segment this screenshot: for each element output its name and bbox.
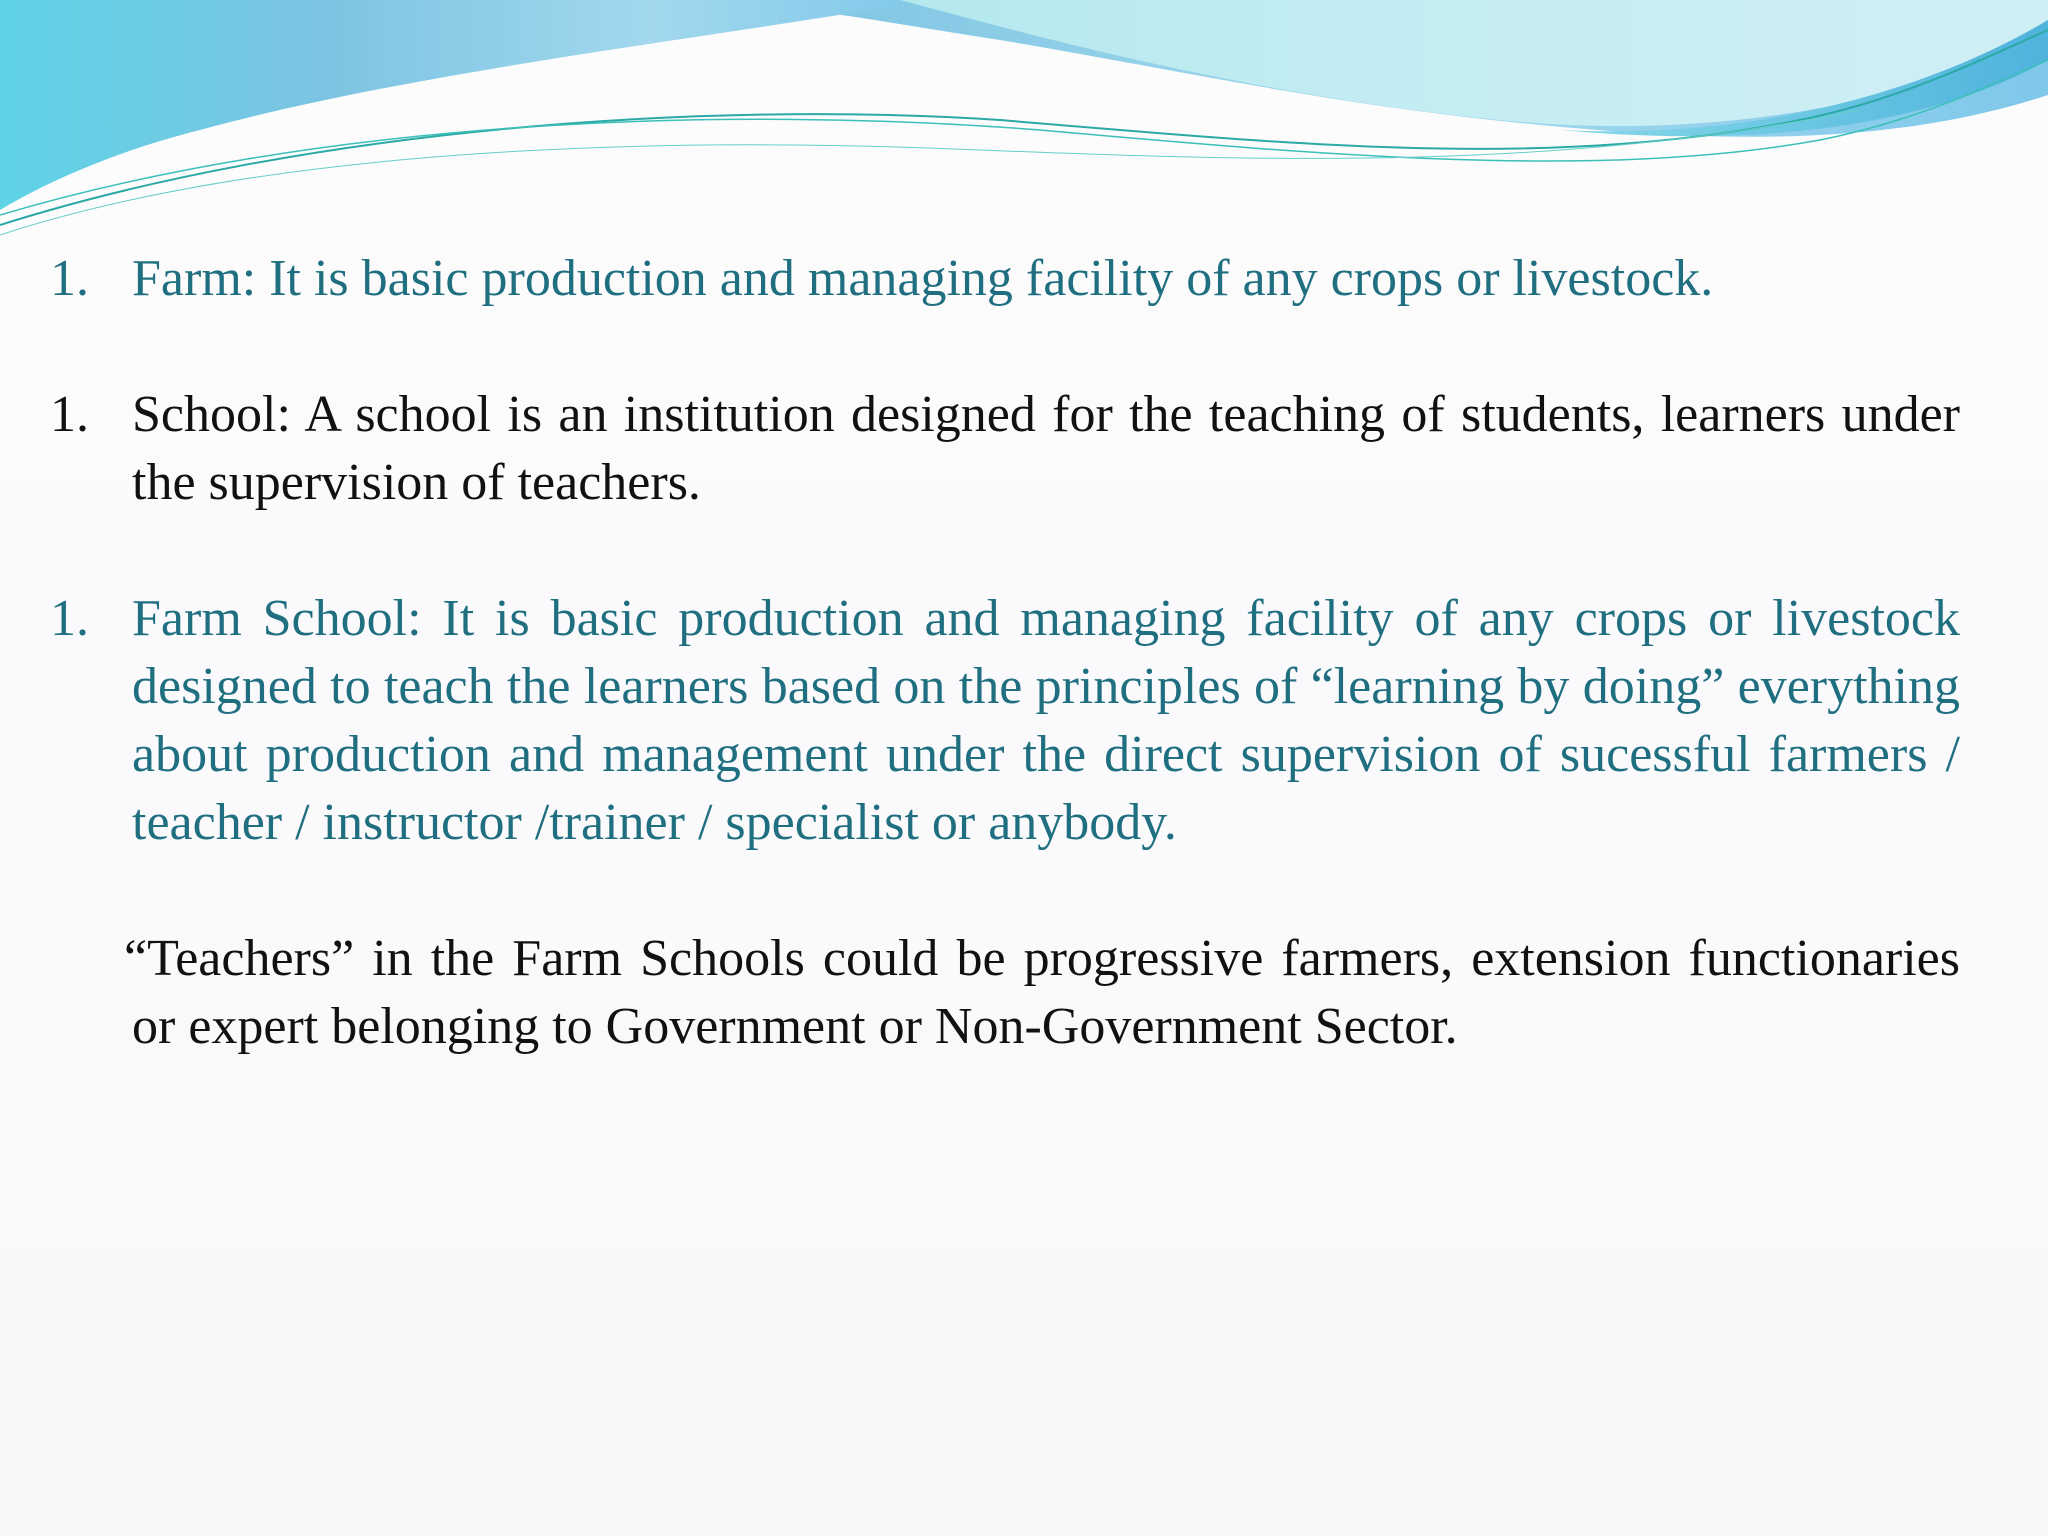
wave-header-decoration (0, 0, 2048, 240)
list-number: 1. (50, 590, 89, 647)
wave-band-left (0, 0, 930, 210)
list-text: Farm School: It is basic production and managing facility of any crops or livestock designed to teach the learners based on the principles of “learning by doing” everything about production and management under the direct supervision of sucessful farmers / teacher / instructor /trainer / specialist or anybody. (132, 590, 1960, 851)
list-item-farm-school (50, 585, 1960, 857)
teachers-note: “Teachers” in the Farm Schools could be progressive farmers, extension functionaries or expert belonging to Government or Non-Government Sector. (124, 930, 1960, 1055)
list-text: Farm: It is basic production and managing facility of any crops or livestock. (132, 250, 1714, 307)
wave-line-3 (0, 110, 1860, 235)
list-text: School: A school is an institution designed for the teaching of students, learners under the supervision of teachers. (132, 386, 1960, 511)
list-item-school (50, 381, 1960, 517)
list-item-farm (50, 245, 1960, 313)
content-body (50, 245, 1960, 1113)
list-number: 1. (50, 250, 89, 307)
list-number: 1. (50, 386, 89, 443)
